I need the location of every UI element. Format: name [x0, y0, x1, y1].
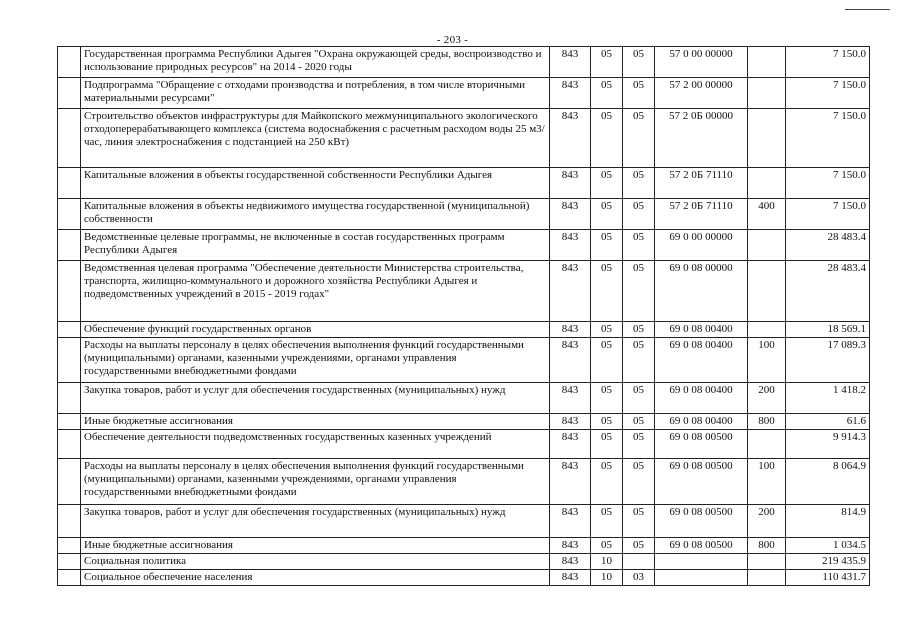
item-name-cell: Государственная программа Республики Адыгея "Охрана окружающей среды, воспроизводство и использование природных ресурсов" на 2014 - 2020 годы	[81, 47, 550, 78]
grbs-cell: 843	[550, 109, 591, 168]
table-row	[58, 322, 870, 338]
item-name-cell: Капитальные вложения в объекты государственной собственности Республики Адыгея	[81, 168, 550, 199]
table-row	[58, 230, 870, 261]
grbs-cell: 843	[550, 570, 591, 586]
subsection-cell: 05	[623, 414, 655, 430]
section-cell: 05	[591, 322, 623, 338]
grbs-cell: 843	[550, 338, 591, 383]
blank-cell	[58, 168, 81, 199]
subsection-cell: 05	[623, 47, 655, 78]
section-cell: 05	[591, 109, 623, 168]
grbs-cell: 843	[550, 554, 591, 570]
section-cell: 05	[591, 261, 623, 322]
amount-cell: 61.6	[786, 414, 870, 430]
table-row	[58, 168, 870, 199]
expense-type-cell: 400	[748, 199, 786, 230]
top-corner-rule	[845, 9, 890, 10]
table-row	[58, 338, 870, 383]
grbs-cell: 843	[550, 459, 591, 505]
page-number: - 203 -	[436, 34, 469, 46]
amount-cell: 28 483.4	[786, 261, 870, 322]
subsection-cell: 05	[623, 230, 655, 261]
section-cell: 10	[591, 554, 623, 570]
target-article-cell: 69 0 08 00000	[655, 261, 748, 322]
section-cell: 05	[591, 168, 623, 199]
blank-cell	[58, 78, 81, 109]
amount-cell: 110 431.7	[786, 570, 870, 586]
item-name-cell: Расходы на выплаты персоналу в целях обеспечения выполнения функций государственными (муниципальными) органами, казенными учреждениями, органами управления государственными внебюджетными фондами	[81, 459, 550, 505]
amount-cell: 7 150.0	[786, 199, 870, 230]
target-article-cell: 57 2 00 00000	[655, 78, 748, 109]
expense-type-cell: 800	[748, 414, 786, 430]
target-article-cell: 69 0 08 00500	[655, 505, 748, 538]
table-body	[58, 47, 870, 586]
expense-type-cell	[748, 570, 786, 586]
grbs-cell: 843	[550, 505, 591, 538]
expense-type-cell: 200	[748, 383, 786, 414]
amount-cell: 18 569.1	[786, 322, 870, 338]
item-name-cell: Подпрограмма "Обращение с отходами производства и потребления, в том числе вторичными материальными ресурсами"	[81, 78, 550, 109]
blank-cell	[58, 430, 81, 459]
subsection-cell: 05	[623, 505, 655, 538]
target-article-cell	[655, 570, 748, 586]
section-cell: 05	[591, 78, 623, 109]
target-article-cell: 69 0 08 00400	[655, 322, 748, 338]
target-article-cell: 69 0 08 00400	[655, 383, 748, 414]
blank-cell	[58, 230, 81, 261]
expense-type-cell	[748, 554, 786, 570]
grbs-cell: 843	[550, 430, 591, 459]
grbs-cell: 843	[550, 414, 591, 430]
table-row	[58, 570, 870, 586]
amount-cell: 28 483.4	[786, 230, 870, 261]
table-row	[58, 199, 870, 230]
target-article-cell: 69 0 00 00000	[655, 230, 748, 261]
blank-cell	[58, 199, 81, 230]
grbs-cell: 843	[550, 47, 591, 78]
target-article-cell: 57 0 00 00000	[655, 47, 748, 78]
amount-cell: 814.9	[786, 505, 870, 538]
section-cell: 05	[591, 47, 623, 78]
table-row	[58, 78, 870, 109]
amount-cell: 7 150.0	[786, 78, 870, 109]
table-row	[58, 47, 870, 78]
target-article-cell	[655, 554, 748, 570]
amount-cell: 7 150.0	[786, 47, 870, 78]
blank-cell	[58, 383, 81, 414]
section-cell: 10	[591, 570, 623, 586]
table-row	[58, 261, 870, 322]
subsection-cell: 05	[623, 168, 655, 199]
amount-cell: 1 418.2	[786, 383, 870, 414]
subsection-cell: 05	[623, 199, 655, 230]
item-name-cell: Иные бюджетные ассигнования	[81, 414, 550, 430]
blank-cell	[58, 338, 81, 383]
blank-cell	[58, 459, 81, 505]
item-name-cell: Ведомственные целевые программы, не включенные в состав государственных программ Республики Адыгея	[81, 230, 550, 261]
expense-type-cell: 100	[748, 459, 786, 505]
target-article-cell: 69 0 08 00500	[655, 459, 748, 505]
item-name-cell: Обеспечение деятельности подведомственных государственных казенных учреждений	[81, 430, 550, 459]
table-row	[58, 430, 870, 459]
target-article-cell: 57 2 0Б 71110	[655, 199, 748, 230]
blank-cell	[58, 109, 81, 168]
amount-cell: 7 150.0	[786, 168, 870, 199]
blank-cell	[58, 261, 81, 322]
amount-cell: 17 089.3	[786, 338, 870, 383]
table-row	[58, 383, 870, 414]
blank-cell	[58, 570, 81, 586]
subsection-cell: 05	[623, 459, 655, 505]
expense-type-cell	[748, 230, 786, 261]
item-name-cell: Расходы на выплаты персоналу в целях обеспечения выполнения функций государственными (муниципальными) органами, казенными учреждениями, органами управления государственными внебюджетными фондами	[81, 338, 550, 383]
subsection-cell: 05	[623, 109, 655, 168]
section-cell: 05	[591, 430, 623, 459]
blank-cell	[58, 538, 81, 554]
subsection-cell	[623, 554, 655, 570]
blank-cell	[58, 505, 81, 538]
blank-cell	[58, 322, 81, 338]
target-article-cell: 69 0 08 00500	[655, 430, 748, 459]
table-row	[58, 554, 870, 570]
grbs-cell: 843	[550, 322, 591, 338]
grbs-cell: 843	[550, 261, 591, 322]
grbs-cell: 843	[550, 383, 591, 414]
expense-type-cell	[748, 261, 786, 322]
budget-table	[57, 46, 870, 586]
amount-cell: 9 914.3	[786, 430, 870, 459]
expense-type-cell	[748, 168, 786, 199]
subsection-cell: 05	[623, 322, 655, 338]
amount-cell: 7 150.0	[786, 109, 870, 168]
target-article-cell: 69 0 08 00400	[655, 414, 748, 430]
section-cell: 05	[591, 538, 623, 554]
section-cell: 05	[591, 230, 623, 261]
blank-cell	[58, 414, 81, 430]
subsection-cell: 05	[623, 78, 655, 109]
amount-cell: 8 064.9	[786, 459, 870, 505]
expense-type-cell	[748, 322, 786, 338]
grbs-cell: 843	[550, 230, 591, 261]
target-article-cell: 57 2 0Б 00000	[655, 109, 748, 168]
grbs-cell: 843	[550, 538, 591, 554]
item-name-cell: Капитальные вложения в объекты недвижимого имущества государственной (муниципальной) собственности	[81, 199, 550, 230]
section-cell: 05	[591, 505, 623, 538]
section-cell: 05	[591, 459, 623, 505]
subsection-cell: 05	[623, 383, 655, 414]
grbs-cell: 843	[550, 199, 591, 230]
section-cell: 05	[591, 414, 623, 430]
expense-type-cell	[748, 78, 786, 109]
target-article-cell: 57 2 0Б 71110	[655, 168, 748, 199]
item-name-cell: Закупка товаров, работ и услуг для обеспечения государственных (муниципальных) нужд	[81, 505, 550, 538]
item-name-cell: Иные бюджетные ассигнования	[81, 538, 550, 554]
target-article-cell: 69 0 08 00500	[655, 538, 748, 554]
subsection-cell: 05	[623, 538, 655, 554]
blank-cell	[58, 554, 81, 570]
subsection-cell: 03	[623, 570, 655, 586]
expense-type-cell	[748, 430, 786, 459]
expense-type-cell	[748, 109, 786, 168]
expense-type-cell: 200	[748, 505, 786, 538]
amount-cell: 219 435.9	[786, 554, 870, 570]
table-row	[58, 414, 870, 430]
expense-type-cell: 100	[748, 338, 786, 383]
table-row	[58, 505, 870, 538]
section-cell: 05	[591, 199, 623, 230]
subsection-cell: 05	[623, 261, 655, 322]
item-name-cell: Обеспечение функций государственных органов	[81, 322, 550, 338]
item-name-cell: Строительство объектов инфраструктуры для Майкопского межмуниципального экологического отходоперерабатывающего комплекса (система водоснабжения с расчетным расходом воды 25 м3/час, линия электроснабжения с подстанцией на 250 кВт)	[81, 109, 550, 168]
table-row	[58, 459, 870, 505]
section-cell: 05	[591, 338, 623, 383]
target-article-cell: 69 0 08 00400	[655, 338, 748, 383]
amount-cell: 1 034.5	[786, 538, 870, 554]
item-name-cell: Закупка товаров, работ и услуг для обеспечения государственных (муниципальных) нужд	[81, 383, 550, 414]
section-cell: 05	[591, 383, 623, 414]
subsection-cell: 05	[623, 338, 655, 383]
expense-type-cell: 800	[748, 538, 786, 554]
subsection-cell: 05	[623, 430, 655, 459]
item-name-cell: Ведомственная целевая программа "Обеспечение деятельности Министерства строительства, транспорта, жилищно-коммунального и дорожного хозяйства Республики Адыгея и подведомственных учреждений в 2015 - 2019 годах"	[81, 261, 550, 322]
item-name-cell: Социальное обеспечение населения	[81, 570, 550, 586]
item-name-cell: Социальная политика	[81, 554, 550, 570]
grbs-cell: 843	[550, 168, 591, 199]
grbs-cell: 843	[550, 78, 591, 109]
table-row	[58, 538, 870, 554]
blank-cell	[58, 47, 81, 78]
table-row	[58, 109, 870, 168]
expense-type-cell	[748, 47, 786, 78]
